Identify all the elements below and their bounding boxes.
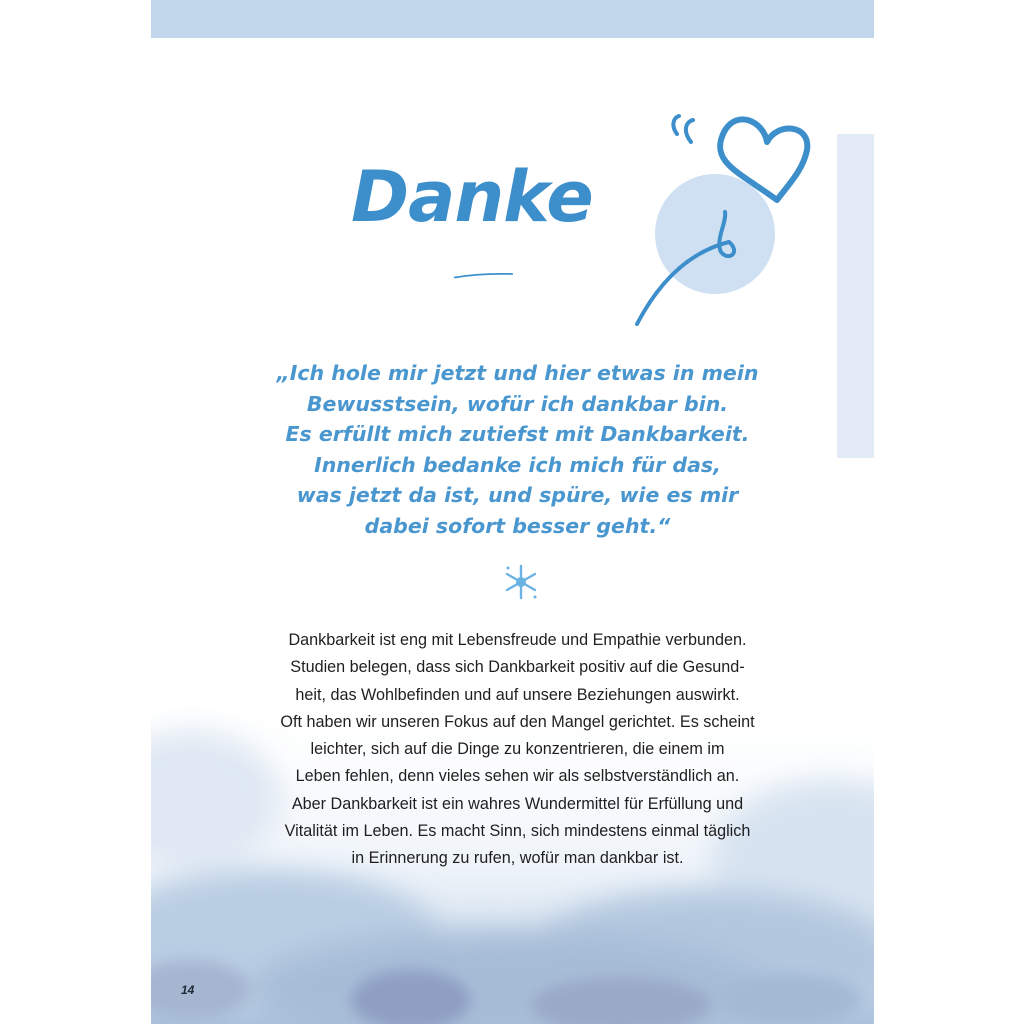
body-line: in Erinnerung zu rufen, wofür man dankbar ist.: [351, 849, 684, 868]
body-line: Vitalität im Leben. Es macht Sinn, sich mindestens einmal täglich: [284, 822, 751, 841]
body-paragraph: [221, 627, 814, 873]
body-line: Dankbarkeit ist eng mit Lebensfreude und Empathie verbunden.: [288, 631, 747, 649]
quote-line: Innerlich bedanke ich mich für das,: [314, 452, 721, 477]
body-line: Oft haben wir unseren Fokus auf den Mangel gerichtet. Es scheint: [280, 712, 755, 731]
quote-line: Es erfüllt mich zutiefst mit Dankbarkeit.: [285, 422, 750, 447]
top-color-band: [151, 0, 874, 38]
body-line: heit, das Wohlbefinden und auf unsere Beziehungen auswirkt.: [295, 685, 740, 704]
quote-line: „Ich hole mir jetzt und hier etwas in mein: [276, 361, 759, 385]
side-tab-marker: [837, 134, 874, 458]
quote-line: dabei sofort besser geht.“: [364, 513, 671, 538]
title-underline: [351, 270, 621, 310]
star-icon: [501, 562, 541, 602]
quote-line: Bewusstsein, wofür ich dankbar bin.: [306, 391, 729, 416]
page-number: 14: [181, 983, 195, 997]
quote-block: [231, 358, 804, 542]
body-line: Studien belegen, dass sich Dankbarkeit positiv auf die Gesund-: [290, 658, 745, 677]
body-line: leichter, sich auf die Dinge zu konzentrieren, die einem im: [310, 740, 725, 759]
heart-icon: [629, 112, 814, 332]
body-line: Aber Dankbarkeit ist ein wahres Wundermittel für Erfüllung und: [291, 794, 744, 813]
page-title: Danke: [351, 156, 593, 238]
body-line: Leben fehlen, denn vieles sehen wir als selbstverständlich an.: [295, 767, 740, 786]
quote-line: was jetzt da ist, und spüre, wie es mir: [296, 483, 739, 508]
book-page: [151, 0, 874, 1024]
